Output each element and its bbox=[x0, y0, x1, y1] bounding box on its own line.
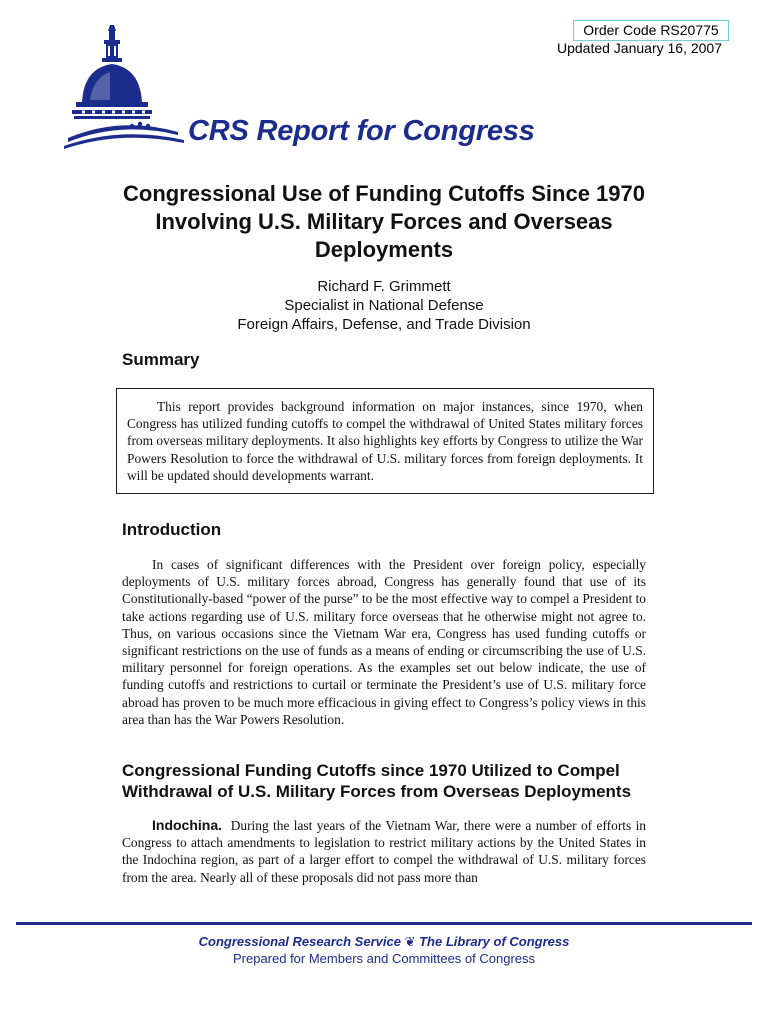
order-code-badge: Order Code RS20775 bbox=[573, 20, 729, 41]
footer-loc: The Library of Congress bbox=[419, 934, 570, 949]
indochina-text: During the last years of the Vietnam War, there were a number of efforts in Congress to attach amendments to legislation to restrict military actions by the United States in the Indochina region, as part of a larger effort to compel the withdrawal of U.S. military forces from the area. Nearly all of these proposals did not pass more than bbox=[122, 818, 646, 885]
footer-divider bbox=[16, 922, 752, 925]
indochina-lead-term: Indochina. bbox=[152, 817, 222, 833]
summary-box bbox=[116, 388, 654, 494]
footer-publisher bbox=[0, 934, 768, 950]
ornament-icon: ❦ bbox=[404, 934, 416, 949]
cutoffs-heading bbox=[122, 760, 631, 802]
author-title: Specialist in National Defense bbox=[284, 297, 484, 314]
introduction-heading: Introduction bbox=[122, 520, 222, 539]
document-title: Congressional Use of Funding Cutoffs Since 1970 Involving U.S. Military Forces and Overseas Deployments bbox=[123, 181, 645, 262]
author-name: Richard F. Grimmett bbox=[317, 278, 451, 295]
brand-title: CRS Report for Congress bbox=[188, 115, 535, 147]
cutoffs-heading-line1: Congressional Funding Cutoffs since 1970 Utilized to Compel bbox=[122, 761, 620, 780]
footer-prepared-for: Prepared for Members and Committees of Congress bbox=[232, 951, 535, 966]
footer-crs: Congressional Research Service bbox=[198, 934, 401, 949]
introduction-text: In cases of significant differences with the President over foreign policy, especially deployments of U.S. military forces abroad, Congress has generally found that use of its Constitutionally-based “power of the purse” to be the most effective way to compel a President to take actions regarding use of U.S. military force overseas that he otherwise might not agree to. Thus, on various occasions since the Vietnam War era, Congress has used funding cutoffs or significant restrictions on the use of funds as a means of ending or circumscribing the use of U.S. military personnel for foreign operations. As the examples set out below indicate, the use of funding cutoffs and restrictions to curtail or terminate the President’s use of U.S. military force abroad has proven to be much more efficacious in giving effect to Congress’s policy views in this area than has the War Powers Resolution. bbox=[122, 557, 646, 727]
summary-heading: Summary bbox=[122, 350, 200, 369]
summary-text: This report provides background information on major instances, since 1970, when Congress has utilized funding cutoffs to compel the withdrawal of United States military forces from overseas military deployments. It also highlights key efforts by Congress to utilize the War Powers Resolution to force the withdrawal of U.S. military forces from foreign deployments. It will be updated should developments warrant. bbox=[127, 399, 643, 483]
updated-date: Updated January 16, 2007 bbox=[556, 40, 722, 56]
cutoffs-heading-line2: Withdrawal of U.S. Military Forces from Overseas Deployments bbox=[122, 782, 632, 801]
indochina-paragraph bbox=[122, 817, 646, 886]
author-division: Foreign Affairs, Defense, and Trade Division bbox=[237, 316, 531, 333]
capitol-dome-icon bbox=[60, 22, 190, 150]
